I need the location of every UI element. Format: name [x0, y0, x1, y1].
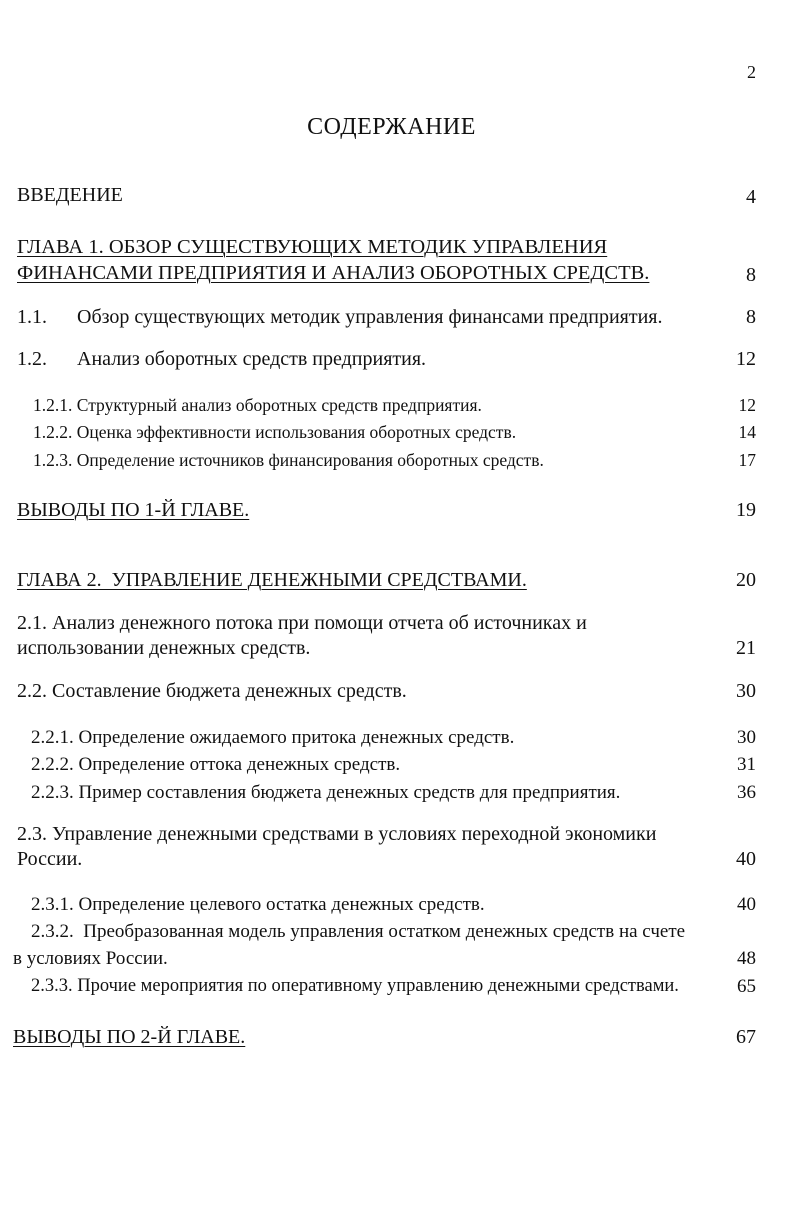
toc-entry-label: 2.2. Составление бюджета денежных средств.: [17, 680, 407, 702]
toc-entry-label-line1: ГЛАВА 1. ОБЗОР СУЩЕСТВУЮЩИХ МЕТОДИК УПРАВЛЕНИЯ: [17, 236, 608, 258]
toc-entry-label: Анализ оборотных средств предприятия.: [77, 348, 427, 370]
toc-entry-label-line1: 2.3.2. Преобразованная модель управления остатком денежных средств на счете: [31, 921, 686, 942]
toc-entry-page: 65: [737, 976, 756, 997]
toc-entry-label: ГЛАВА 2. УПРАВЛЕНИЕ ДЕНЕЖНЫМИ СРЕДСТВАМИ.: [17, 569, 527, 591]
toc-entry-page: 4: [746, 186, 756, 208]
toc-entry-label-line1: 2.3. Управление денежными средствами в условиях переходной экономики: [17, 823, 657, 845]
toc-entry-page: 31: [737, 754, 756, 775]
toc-entry-label: 1.2.3. Определение источников финансирования оборотных средств.: [33, 450, 544, 470]
toc-entry-label-line2: использовании денежных средств.: [17, 637, 311, 659]
page-number: 2: [747, 62, 756, 82]
page-title: СОДЕРЖАНИЕ: [307, 114, 476, 140]
toc-entry-label: 2.2.3. Пример составления бюджета денежных средств для предприятия.: [31, 782, 621, 803]
toc-entry-page: 17: [738, 450, 756, 470]
toc-entry-page: 30: [736, 680, 756, 702]
toc-entry-page: 40: [737, 894, 756, 915]
toc-entry-page: 48: [737, 948, 756, 969]
toc-entry-page: 30: [737, 727, 756, 748]
toc-entry-label: 1.2.2. Оценка эффективности использования оборотных средств.: [33, 422, 517, 442]
toc-entry-label-line1: 2.1. Анализ денежного потока при помощи отчета об источниках и: [17, 612, 587, 634]
toc-entry-page: 12: [738, 395, 756, 415]
toc-entry-page: 20: [736, 569, 756, 591]
toc-entry-label-line2: в условиях России.: [13, 948, 168, 969]
toc-entry-page: 21: [736, 637, 756, 659]
toc-entry-label: ВЫВОДЫ ПО 1-Й ГЛАВЕ.: [17, 499, 250, 521]
toc-entry-page: 19: [736, 499, 756, 521]
toc-entry-label: 2.3.3. Прочие мероприятия по оперативному управлению денежными средствами.: [31, 976, 679, 996]
toc-entry-label-line2: ФИНАНСАМИ ПРЕДПРИЯТИЯ И АНАЛИЗ ОБОРОТНЫХ СРЕДСТВ.: [17, 262, 650, 284]
toc-entry-page: 8: [746, 264, 756, 286]
toc-entry-page: 14: [738, 422, 756, 442]
toc-entry-page: 8: [746, 306, 756, 328]
toc-entry-label: ВВЕДЕНИЕ: [17, 184, 123, 206]
toc-entry-number: 1.1.: [17, 306, 47, 328]
toc-entry-page: 40: [736, 848, 756, 870]
toc-entry-page: 36: [737, 782, 756, 803]
toc-entry-label: 2.2.1. Определение ожидаемого притока денежных средств.: [31, 727, 515, 748]
toc-entry-label: 1.2.1. Структурный анализ оборотных средств предприятия.: [33, 395, 482, 415]
toc-entry-label: ВЫВОДЫ ПО 2-Й ГЛАВЕ.: [13, 1026, 246, 1048]
toc-entry-label: Обзор существующих методик управления финансами предприятия.: [77, 306, 663, 328]
toc-entry-label-line2: России.: [17, 848, 83, 870]
toc-entry-page: 12: [736, 348, 756, 370]
toc-entry-label: 2.3.1. Определение целевого остатка денежных средств.: [31, 894, 485, 915]
toc-entry-label: 2.2.2. Определение оттока денежных средств.: [31, 754, 401, 775]
toc-entry-page: 67: [736, 1026, 756, 1048]
toc-entry-number: 1.2.: [17, 348, 47, 370]
